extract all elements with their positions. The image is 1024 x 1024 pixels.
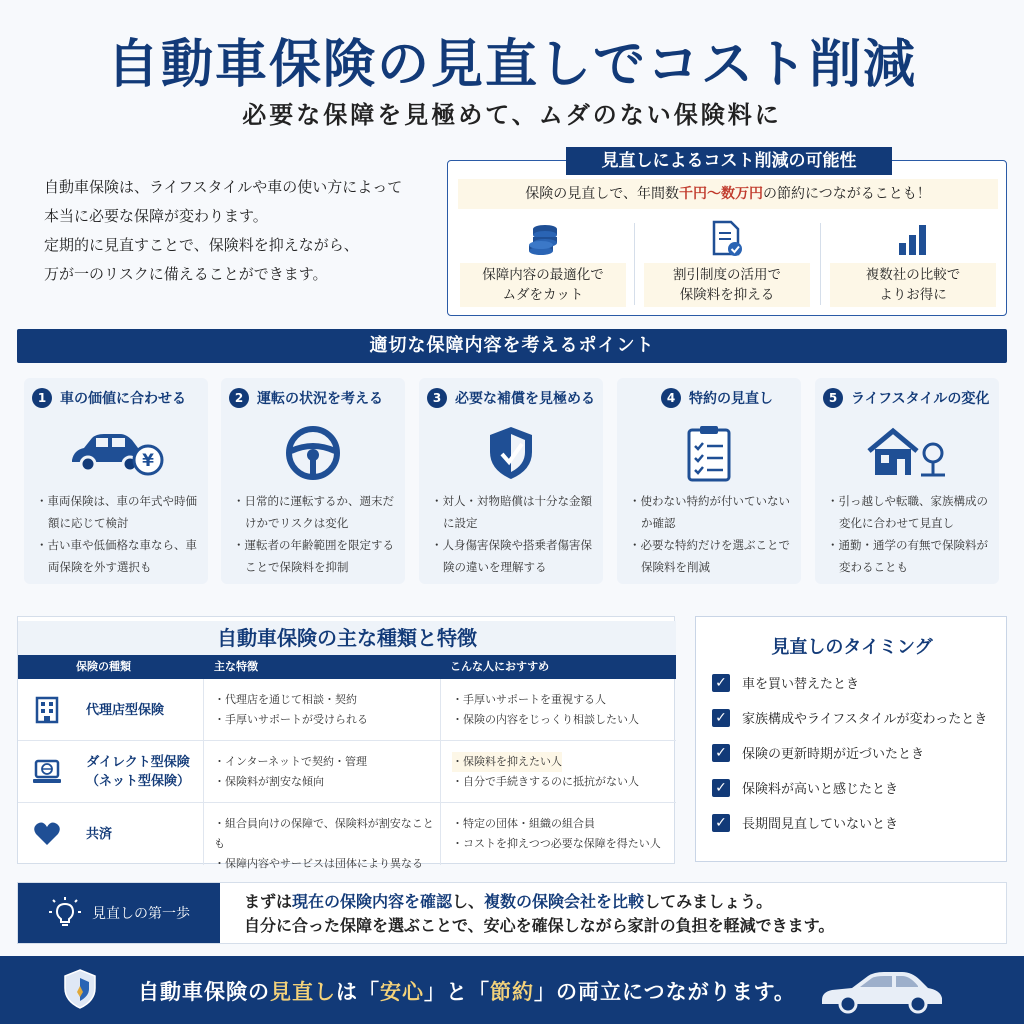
feature-item: ・ 代理店を通じて相談・契約: [214, 690, 440, 710]
column-header: 保険の種類: [76, 660, 131, 673]
feature-item: ・ 保険料が割安な傾向: [214, 772, 440, 792]
recommend-item: ・ コストを抑えつつ必要な保障を得たい人: [452, 834, 674, 854]
laptop-icon: [32, 759, 62, 785]
cost-lead-text: の節約につながることも！: [763, 186, 931, 202]
footer-text: [138, 976, 796, 1006]
feature-item: ・ 組合員向けの保障で、保険料が割安なことも: [214, 814, 440, 854]
first-step-line: [244, 890, 834, 914]
footer-banner: [0, 956, 1024, 1024]
feature-item: ・ 保障内容やサービスは団体により異なる: [214, 854, 440, 874]
type-features: [214, 814, 440, 874]
point-title: 特約の見直し: [689, 391, 773, 407]
timing-item-label: 保険の更新時期が近づいたとき: [742, 747, 925, 762]
text: 」の両立につながります。: [534, 980, 796, 1004]
recommend-item: ・ 保険の内容をじっくり相談したい人: [452, 710, 674, 730]
point-title: 必要な補償を見極める: [455, 391, 595, 407]
page-title: 自動車保険の見直しでコスト削減: [106, 35, 917, 95]
building-icon: [32, 696, 62, 724]
checkbox-checked-icon: ✓: [712, 674, 730, 692]
cost-reduction-box: [447, 151, 1007, 316]
type-name-cell: [18, 741, 204, 803]
feature-item: ・ 手厚いサポートが受けられる: [214, 710, 440, 730]
divider: [440, 679, 441, 741]
feature-item: ・ インターネットで契約・管理: [214, 752, 440, 772]
page-subtitle: 必要な保障を見極めて、ムダのない保険料に: [242, 101, 782, 129]
cost-box-title: 見直しによるコスト削減の可能性: [566, 147, 892, 175]
point-bullet: ・ 対人・対物賠償は十分な金額に設定: [431, 490, 599, 534]
cost-item-label: 複数社の比較で よりお得に: [830, 263, 996, 307]
point-title: ライフスタイルの変化: [851, 391, 990, 407]
coins-icon: [460, 219, 626, 259]
checkbox-checked-icon: ✓: [712, 744, 730, 762]
steering-wheel-icon: [221, 420, 405, 486]
point-bullet: ・ 通勤・通学の有無で保険料が変わることも: [827, 534, 995, 578]
point-card: [617, 378, 801, 584]
point-bullet: ・ 引っ越しや転職、家族構成の変化に合わせて見直し: [827, 490, 995, 534]
point-card: [419, 378, 603, 584]
cost-lead-highlight: 千円〜数万円: [679, 186, 763, 202]
shield-icon: [62, 968, 98, 1014]
cost-item: [830, 219, 996, 307]
column-header: 主な特徴: [214, 660, 258, 673]
point-bullets: [36, 490, 204, 578]
point-card: [24, 378, 208, 584]
checkbox-checked-icon: ✓: [712, 709, 730, 727]
point-bullets: [233, 490, 401, 578]
timing-item-label: 家族構成やライフスタイルが変わったとき: [742, 712, 988, 727]
divider: [634, 223, 635, 305]
type-recommend: [452, 690, 674, 730]
cost-item-label: 保障内容の最適化で ムダをカット: [460, 263, 626, 307]
point-number: 4: [661, 388, 681, 408]
document-check-icon: [644, 219, 810, 259]
first-step-box: [17, 882, 1007, 944]
intro-line: 本当に必要な保障が変わります。: [44, 207, 268, 225]
text: まずは: [244, 892, 293, 911]
point-head: [32, 388, 186, 408]
text: し、: [452, 892, 485, 911]
point-bullets: [629, 490, 797, 578]
checklist-icon: [617, 420, 801, 486]
cost-item: [460, 219, 626, 307]
emphasis: 節約: [490, 980, 534, 1004]
point-number: 2: [229, 388, 249, 408]
point-bullets: [431, 490, 599, 578]
type-features: [214, 690, 440, 730]
car-yen-icon: [24, 420, 208, 486]
point-number: 3: [427, 388, 447, 408]
lightbulb-icon: [48, 896, 82, 930]
type-recommend: [452, 752, 674, 792]
first-step-label-text: 見直しの第一歩: [92, 906, 190, 922]
recommend-item: ・ 保険料を抑えたい人: [452, 752, 562, 772]
divider: [820, 223, 821, 305]
recommend-item: ・ 特定の団体・組織の組合員: [452, 814, 674, 834]
point-bullet: ・ 古い車や低価格な車なら、車両保険を外す選択も: [36, 534, 204, 578]
intro-line: 万が一のリスクに備えることができます。: [44, 265, 328, 283]
svg-text:¥: ¥: [142, 451, 154, 471]
timing-title: 見直しのタイミング: [771, 637, 933, 658]
first-step-text: [244, 890, 834, 938]
divider: [440, 803, 441, 865]
cost-item-label: 割引制度の活用で 保険料を抑える: [644, 263, 810, 307]
point-title: 車の価値に合わせる: [60, 391, 186, 407]
heart-icon: [32, 821, 62, 847]
text: してみましょう。: [644, 892, 773, 911]
timing-item-label: 長期間見直していないとき: [742, 817, 899, 832]
points-band: 適切な保障内容を考えるポイント: [17, 329, 1007, 363]
first-step-line: 自分に合った保障を選ぶことで、安心を確保しながら家計の負担を軽減できます。: [244, 916, 835, 935]
emphasis: 複数の保険会社を比較: [484, 892, 645, 911]
point-title: 運転の状況を考える: [257, 391, 383, 407]
timing-item: [712, 778, 898, 797]
timing-item: [712, 708, 987, 727]
timing-box: [695, 616, 1007, 862]
point-number: 5: [823, 388, 843, 408]
timing-item-label: 車を買い替えたとき: [742, 677, 860, 692]
recommend-item: ・ 手厚いサポートを重視する人: [452, 690, 674, 710]
type-name: 代理店型保険: [86, 702, 165, 718]
point-bullet: ・ 人身傷害保険や搭乗者傷害保険の違いを理解する: [431, 534, 599, 578]
point-bullet: ・ 日常的に運転するか、週末だけかでリスクは変化: [233, 490, 401, 534]
type-name: 共済: [86, 826, 113, 842]
point-card: [221, 378, 405, 584]
emphasis: 見直し: [270, 980, 336, 1004]
type-name: ダイレクト型保険 （ネット型保険）: [86, 755, 191, 789]
table-row: [18, 741, 676, 803]
types-title: 自動車保険の主な種類と特徴: [18, 621, 676, 655]
timing-item: [712, 673, 859, 692]
point-bullets: [827, 490, 995, 578]
point-head: [229, 388, 383, 408]
insurance-types-table: [17, 616, 675, 870]
checkbox-checked-icon: ✓: [712, 779, 730, 797]
house-icon: [815, 420, 999, 486]
timing-item-label: 保険料が高いと感じたとき: [742, 782, 899, 797]
emphasis: 現在の保険内容を確認: [292, 892, 453, 911]
table-row: [18, 679, 676, 741]
table-header: [18, 655, 676, 679]
point-head: [823, 388, 989, 408]
point-bullet: ・ 車両保険は、車の年式や時価額に応じて検討: [36, 490, 204, 534]
text: 」と「: [424, 980, 490, 1004]
intro-text: [44, 173, 424, 289]
point-bullet: ・ 必要な特約だけを選ぶことで保険料を削減: [629, 534, 797, 578]
table-row: [18, 803, 676, 870]
first-step-label: [18, 883, 220, 943]
shield-icon: [419, 420, 603, 486]
cost-lead: [458, 179, 998, 209]
cost-item: [644, 219, 810, 307]
timing-item: [712, 813, 898, 832]
checkbox-checked-icon: ✓: [712, 814, 730, 832]
type-name-cell: [18, 679, 204, 741]
text: 自動車保険の: [138, 980, 270, 1004]
timing-item: [712, 743, 924, 762]
point-bullet: ・ 使わない特約が付いていないか確認: [629, 490, 797, 534]
intro-line: 自動車保険は、ライフスタイルや車の使い方によって: [44, 178, 403, 196]
car-icon: [818, 968, 946, 1018]
column-header: こんな人におすすめ: [450, 660, 550, 673]
type-recommend: [452, 814, 674, 854]
cost-lead-text: 保険の見直しで、年間数: [525, 186, 679, 202]
point-bullet: ・ 運転者の年齢範囲を限定することで保険料を抑制: [233, 534, 401, 578]
point-head: [427, 388, 595, 408]
point-head: [661, 388, 773, 408]
emphasis: 安心: [380, 980, 424, 1004]
type-name-cell: [18, 803, 204, 865]
point-number: 1: [32, 388, 52, 408]
recommend-item: ・ 自分で手続きするのに抵抗がない人: [452, 772, 674, 792]
intro-line: 定期的に見直すことで、保険料を抑えながら、: [44, 236, 359, 254]
text: は「: [336, 980, 380, 1004]
type-features: [214, 752, 440, 792]
point-card: [815, 378, 999, 584]
divider: [440, 741, 441, 803]
bar-chart-icon: [830, 219, 996, 259]
